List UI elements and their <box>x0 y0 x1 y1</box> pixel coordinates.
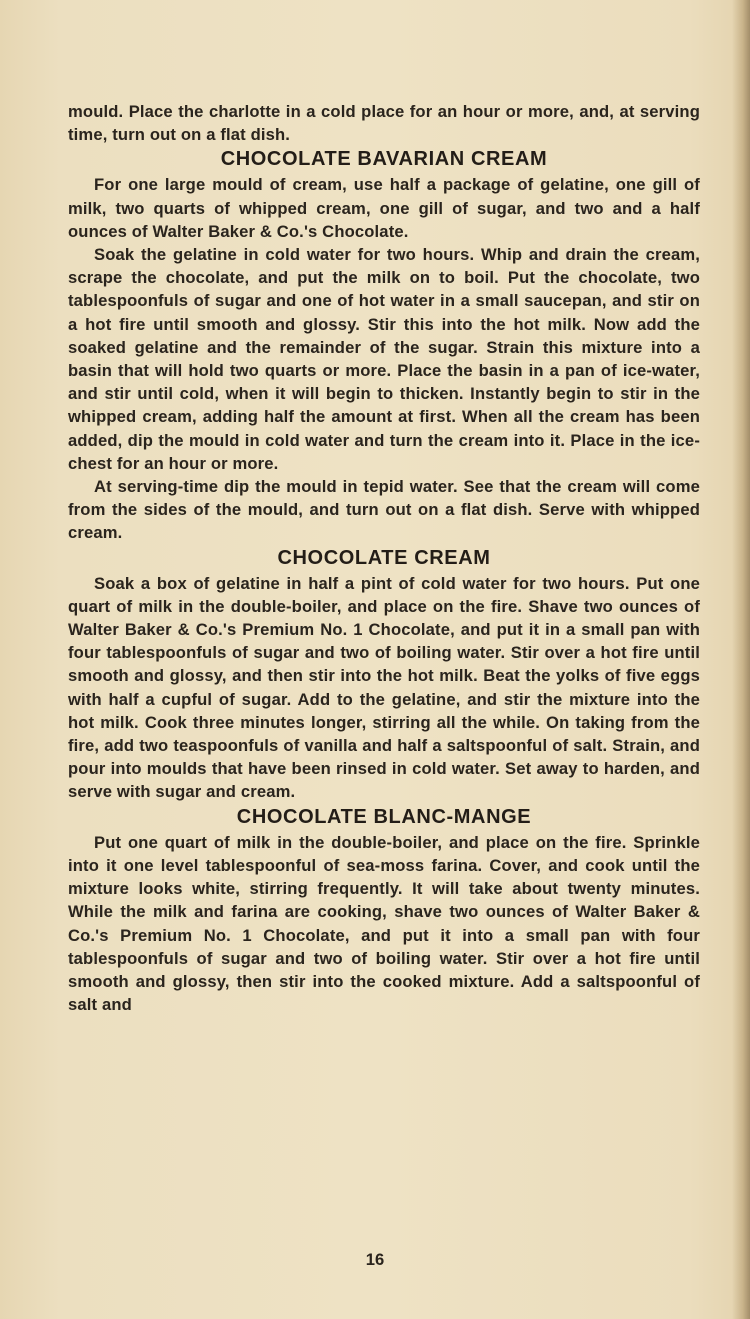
continuation-paragraph: mould. Place the charlotte in a cold place for an hour or more, and, at serving time, turn out on a flat dish. <box>68 102 700 145</box>
page-number: 16 <box>365 1250 385 1269</box>
bavarian-cream-paragraph-1: For one large mould of cream, use half a package of gelatine, one gill of milk, two quarts of whipped cream, one gill of sugar, and two and a half ounces of Walter Baker & Co.'s Chocolate. <box>68 175 700 241</box>
page-text-column <box>68 100 700 1016</box>
section-heading-blanc-mange: CHOCOLATE BLANC-MANGE <box>236 805 532 828</box>
section-heading-bavarian-cream: CHOCOLATE BAVARIAN CREAM <box>220 148 548 171</box>
chocolate-cream-paragraph-1: Soak a box of gelatine in half a pint of cold water for two hours. Put one quart of milk in the double-boiler, and place on the fire. Shave two ounces of Walter Baker & Co.'s Premium No. 1 Chocolate, and put it in a small pan with four tablespoonfuls of sugar and two of boiling water. Stir over a hot fire until smooth and glossy, and then stir into the hot milk. Beat the yolks of five eggs with half a cupful of sugar. Add to the gelatine, and stir the mixture into the hot milk. Cook three minutes longer, stirring all the while. On taking from the fire, add two teaspoonfuls of vanilla and half a saltspoonful of salt. Strain, and pour into moulds that have been rinsed in cold water. Set away to harden, and serve with sugar and cream. <box>68 573 700 802</box>
bavarian-cream-paragraph-2: Soak the gelatine in cold water for two hours. Whip and drain the cream, scrape the chocolate, and put the milk on to boil. Put the chocolate, two tablespoonfuls of sugar and one of hot water in a small saucepan, and stir on a hot fire until smooth and glossy. Stir this into the hot milk. Now add the soaked gelatine and the remainder of the sugar. Strain this mixture into a basin that will hold two quarts or more. Place the basin in a pan of ice-water, and stir until cold, when it will begin to thicken. Instantly begin to stir in the whipped cream, adding half the amount at first. When all the cream has been added, dip the mould in cold water and turn the cream into it. Place in the ice-chest for an hour or more. <box>68 245 700 473</box>
blanc-mange-paragraph-1: Put one quart of milk in the double-boiler, and place on the fire. Sprinkle into it one level tablespoonful of sea-moss farina. Cover, and cook until the mixture looks white, stirring frequently. It will take about twenty minutes. While the milk and farina are cooking, shave two ounces of Walter Baker & Co.'s Premium No. 1 Chocolate, and put it into a small pan with four tablespoonfuls of sugar and two of boiling water. Stir over a hot fire until smooth and glossy, then stir into the cooked mixture. Add a saltspoonful of salt and <box>68 832 700 1015</box>
bavarian-cream-paragraph-3: At serving-time dip the mould in tepid water. See that the cream will come from the sides of the mould, and turn out on a flat dish. Serve with whipped cream. <box>68 477 700 543</box>
section-heading-chocolate-cream: CHOCOLATE CREAM <box>277 546 491 569</box>
page-edge-shadow <box>732 0 750 1319</box>
